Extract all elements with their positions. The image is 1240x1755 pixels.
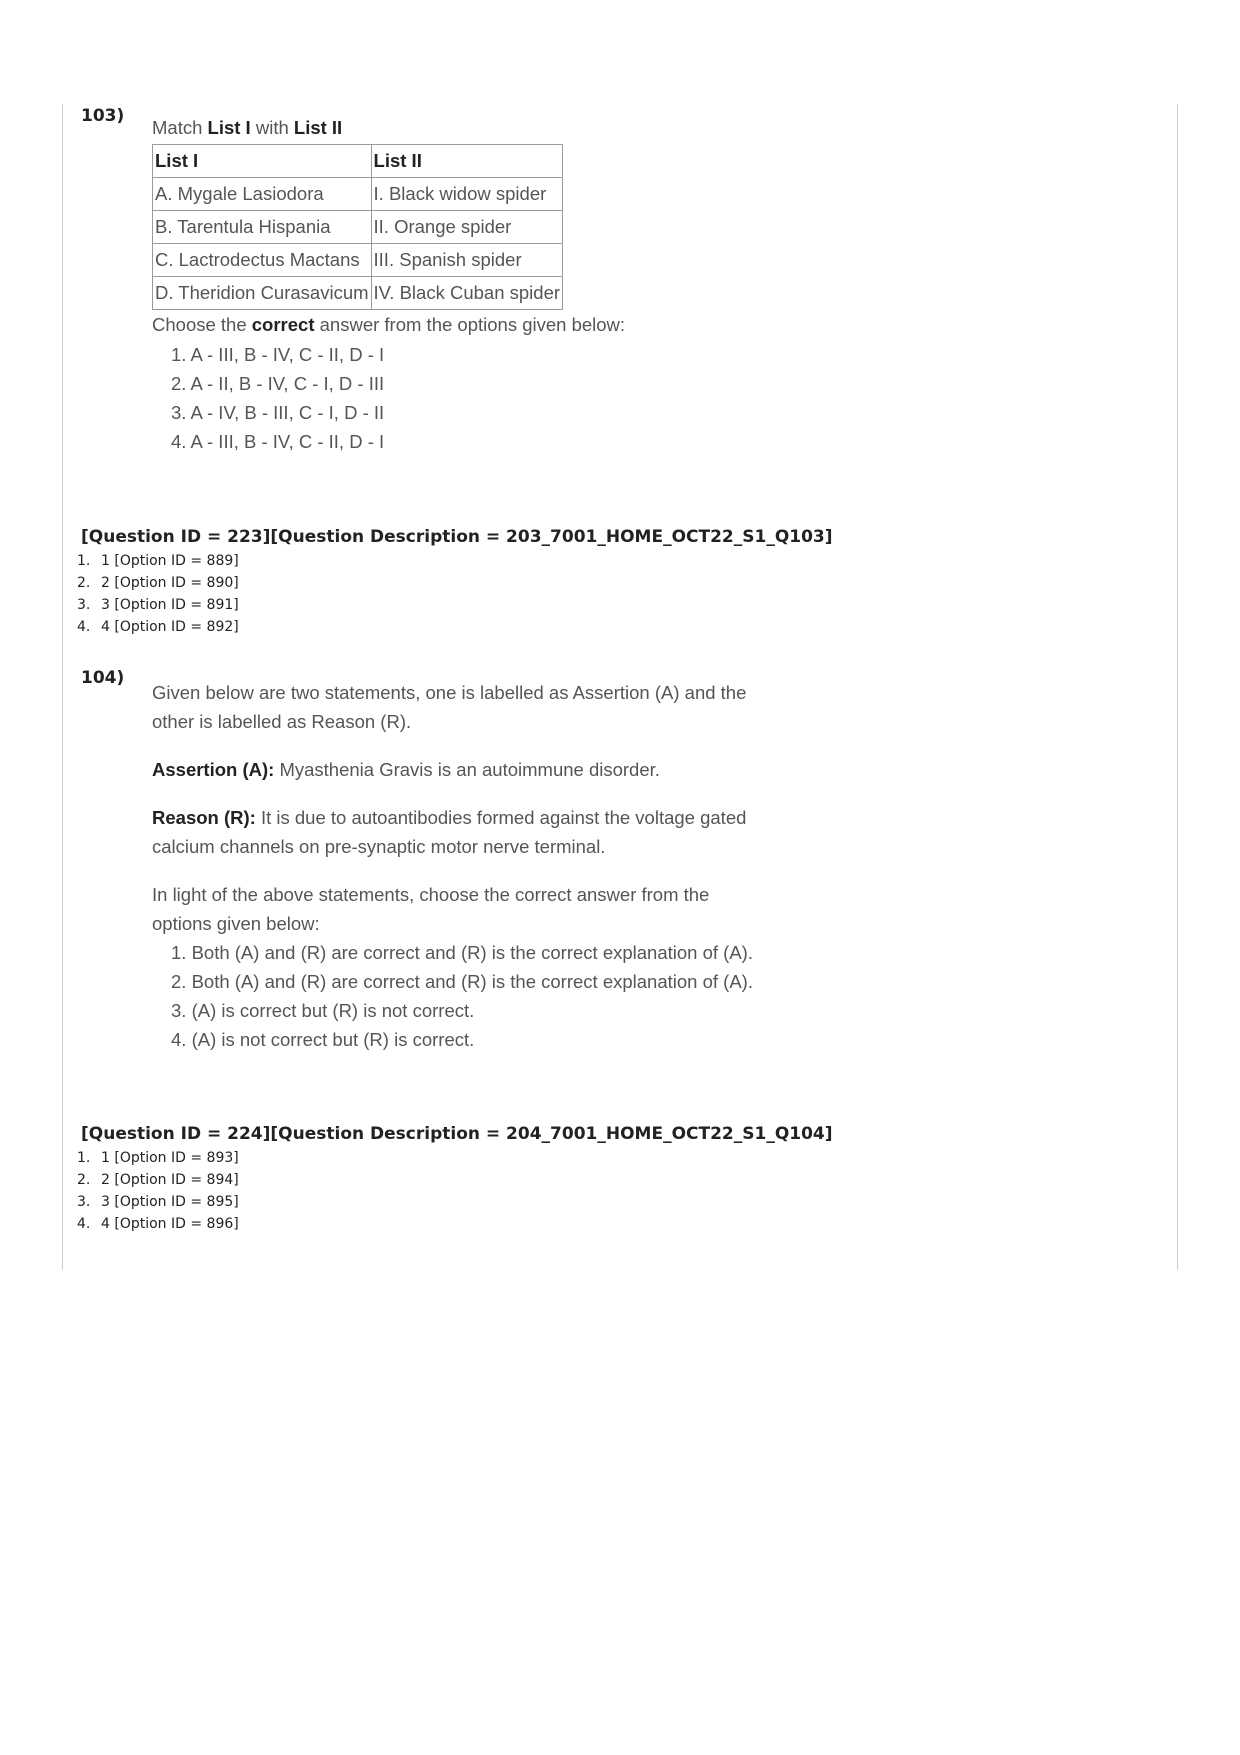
table-cell: I. Black widow spider (371, 178, 562, 211)
list-item: 2. 2 [Option ID = 894] (77, 1172, 239, 1188)
table-header-row (153, 145, 563, 178)
table-row (153, 244, 563, 277)
table-cell: II. Orange spider (371, 211, 562, 244)
list-item: 1. 1 [Option ID = 889] (77, 553, 239, 569)
list-item: 3. 3 [Option ID = 891] (77, 597, 239, 613)
question-meta: [Question ID = 224][Question Description = 204_7001_HOME_OCT22_S1_Q104] (81, 1124, 833, 1144)
list-item: 1. 1 [Option ID = 893] (77, 1150, 239, 1166)
table-row (153, 277, 563, 310)
answer-choice: 1. A - III, B - IV, C - II, D - I (171, 344, 385, 365)
table-cell: C. Lactrodectus Mactans (153, 244, 372, 277)
question-instruction: In light of the above statements, choose the correct answer from the options given below: (152, 884, 710, 934)
table-cell: III. Spanish spider (371, 244, 562, 277)
table-cell: A. Mygale Lasiodora (153, 178, 372, 211)
question-body (152, 678, 753, 1054)
answer-choices (152, 938, 753, 1054)
question-intro: Match List I with List II (152, 117, 343, 138)
question-instruction: Choose the correct answer from the options given below: (152, 314, 626, 335)
question-meta: [Question ID = 223][Question Description = 203_7001_HOME_OCT22_S1_Q103] (81, 527, 833, 547)
assertion: Assertion (A): Myasthenia Gravis is an autoimmune disorder. (152, 759, 660, 780)
answer-choice: 4. A - III, B - IV, C - II, D - I (171, 431, 385, 452)
question-statement: Given below are two statements, one is labelled as Assertion (A) and the other is labelled as Reason (R). (152, 682, 747, 732)
question-number: 104) (81, 668, 125, 688)
answer-choice: 4. (A) is not correct but (R) is correct. (171, 1029, 475, 1050)
answer-choice: 2. Both (A) and (R) are correct and (R) is the correct explanation of (A). (171, 971, 753, 992)
answer-choices (152, 340, 625, 456)
list-item: 4. 4 [Option ID = 896] (77, 1216, 239, 1232)
answer-choice: 2. A - II, B - IV, C - I, D - III (171, 373, 385, 394)
answer-choice: 1. Both (A) and (R) are correct and (R) is the correct explanation of (A). (171, 942, 753, 963)
list-item: 2. 2 [Option ID = 890] (77, 575, 239, 591)
table-row (153, 178, 563, 211)
table-row (153, 211, 563, 244)
answer-choice: 3. (A) is correct but (R) is not correct. (171, 1000, 475, 1021)
answer-choice: 3. A - IV, B - III, C - I, D - II (171, 402, 385, 423)
table-cell: IV. Black Cuban spider (371, 277, 562, 310)
table-header: List I (153, 145, 372, 178)
list-item: 4. 4 [Option ID = 892] (77, 619, 239, 635)
reason: Reason (R): It is due to autoantibodies formed against the voltage gated calcium channels on pre-synaptic motor nerve terminal. (152, 807, 747, 857)
question-number: 103) (81, 106, 125, 126)
table-header: List II (371, 145, 562, 178)
option-id-list (77, 550, 239, 638)
option-id-list (77, 1147, 239, 1235)
list-item: 3. 3 [Option ID = 895] (77, 1194, 239, 1210)
table-cell: D. Theridion Curasavicum (153, 277, 372, 310)
question-body (152, 116, 625, 456)
table-cell: B. Tarentula Hispania (153, 211, 372, 244)
match-table (152, 144, 563, 310)
